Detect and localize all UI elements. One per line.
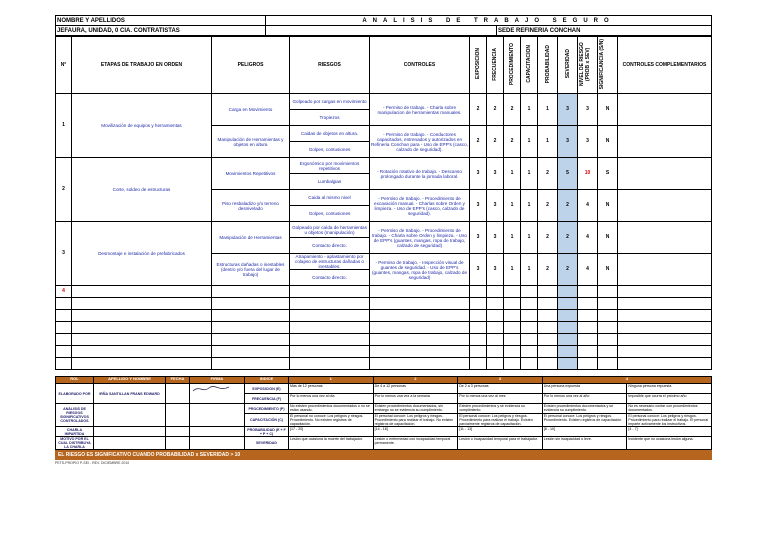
role-date-cell: [166, 437, 190, 450]
legend-header-cell: 4: [542, 377, 711, 384]
control-cell: - Permiso de trabajo. - Procedimiento de excavación manual. - Charlas sobre Orden y limpieza. - Uso de EPP's (casco, calzado de seguridad).: [370, 190, 470, 222]
criteria-cell: Por lo menos una vez al día: [289, 394, 374, 404]
blank-cell: [504, 334, 521, 346]
blank-cell: [558, 322, 578, 334]
score-cell: 1: [521, 158, 538, 190]
blank-cell: [521, 310, 538, 322]
blank-cell: [598, 310, 618, 322]
blank-cell: [538, 322, 558, 334]
criteria-cell: Lesión sin incapacidad o leve.: [542, 437, 627, 450]
score-cell: N: [598, 126, 618, 158]
criteria-cell: Incidente que no ocasiona lesión alguna.: [627, 437, 712, 450]
score-cell: N: [598, 222, 618, 254]
blank-cell: [212, 334, 290, 346]
blank-cell: [504, 346, 521, 358]
control-cell: - Permiso de trabajo. - Charla sobre manipulacion de herramientas manuales.: [370, 94, 470, 126]
score-cell: 1: [504, 158, 521, 190]
score-cell: 3: [558, 94, 578, 126]
hazard-cell: Manipulación de Herramientas y objetos en altura: [212, 126, 290, 158]
stage-number: 3: [56, 222, 72, 286]
row-number: 4: [56, 286, 72, 298]
col-frequency: FRECUENCIA: [487, 37, 504, 94]
name-label: NOMBRE Y APELLIDOS: [56, 16, 266, 26]
table-row: [56, 222, 712, 238]
blank-cell: [618, 298, 712, 310]
col-procedure: PROCEDIMIENTO: [504, 37, 521, 94]
score-cell: 3: [558, 126, 578, 158]
score-cell: 1: [504, 190, 521, 222]
blank-cell: [504, 358, 521, 370]
legend-header-cell: INDICE: [245, 377, 289, 384]
page-title: ANALISIS DE TRABAJO SEGURO: [266, 16, 712, 26]
criteria-cell: Existen procedimientos documentados, sin embargo no se evidencia su cumplimiento.: [373, 404, 458, 414]
risk-cell: Golpeado por cargas en movimiento: [290, 94, 370, 110]
criteria-cell: [17 - 20]: [289, 427, 374, 437]
criteria-cell: El personal conoce: Los peligros y riesgos. Procedimiento para realizar el trabajo. El personal imparte activamente los instructivos.: [627, 414, 712, 427]
score-cell: 2: [487, 94, 504, 126]
blank-cell: [212, 310, 290, 322]
risk-cell: Contacto directo.: [290, 270, 370, 286]
blank-cell: [618, 310, 712, 322]
score-cell: 3: [470, 254, 487, 286]
blank-cell: [521, 334, 538, 346]
criteria-cell: El personal conoce: Los peligros y riesgos. Procedimiento para realizar el trabajo. No existen registros de capacitación.: [373, 414, 458, 427]
col-n: N°: [56, 37, 72, 94]
criteria-cell: [8 - 10]: [542, 427, 627, 437]
score-cell: 2: [538, 158, 558, 190]
blank-cell: [487, 334, 504, 346]
criteria-cell: Imposible que ocurra el próximo año: [627, 394, 712, 404]
role-date-cell: [166, 384, 190, 404]
empty-rows: [56, 298, 712, 370]
score-cell: 3: [578, 126, 598, 158]
col-hazards: PELIGROS: [212, 37, 290, 94]
signature-cell: [190, 384, 245, 404]
score-cell: 10: [578, 158, 598, 190]
blank-cell: [290, 322, 370, 334]
score-cell: 2: [504, 126, 521, 158]
blank-cell: [487, 322, 504, 334]
blank-cell: [618, 346, 712, 358]
blank-cell: [370, 334, 470, 346]
hazard-cell: Estructuras dañadas o inestables (dentro y/o fuera del lugar de trabajo): [212, 254, 290, 286]
extra-control-cell: [618, 254, 712, 286]
col-risks: RIESGOS: [290, 37, 370, 94]
score-cell: 2: [558, 254, 578, 286]
blank-cell: [558, 346, 578, 358]
stage-name: Corte, soldeo de estructuras: [72, 158, 212, 222]
criteria-cell: El personal conoce: Los peligros y riesgos. Procedimiento para realizar el trabajo. Existen parcialmente registros de capacitación.: [458, 414, 543, 427]
extra-control-cell: [618, 94, 712, 126]
score-cell: N: [598, 254, 618, 286]
blank-cell: [212, 358, 290, 370]
criteria-cell: El personal conoce: Los peligros y riesgos. Procedimiento. Existen registros de capacitación.: [542, 414, 627, 427]
table-row: [56, 94, 712, 110]
legend-header-cell: FIRMA: [190, 377, 245, 384]
col-extra-controls: CONTROLES COMPLEMENTARIOS: [618, 37, 712, 94]
hazard-cell: Piso resbaladizo y/o terreno desnivelado: [212, 190, 290, 222]
criteria-cell: Por lo menos una vez al mes: [458, 394, 543, 404]
col-training: CAPACITACION: [521, 37, 538, 94]
stage-number: 1: [56, 94, 72, 158]
score-cell: 4: [578, 222, 598, 254]
blank-cell: [56, 334, 72, 346]
score-cell: 1: [538, 94, 558, 126]
criteria-cell: Ninguna persona expuesta: [627, 384, 712, 394]
criteria-cell: Existen procedimientos y se evidencia su cumplimiento.: [458, 404, 543, 414]
criteria-cell: Más de 12 personas: [289, 384, 374, 394]
criteria-cell: De 2 a 3 personas: [458, 384, 543, 394]
blank-cell: [290, 310, 370, 322]
control-cell: - Permiso de trabajo. - Inspección visual de guantes de seguridad. - Uso de EPP's (guantes, mangas, ropa de trabajo, calzado de seguridad): [370, 254, 470, 286]
role-date-cell: [166, 427, 190, 437]
table-row: [56, 346, 712, 358]
score-cell: 1: [521, 94, 538, 126]
signature-icon: [191, 384, 231, 394]
role-cell: MOTIVO POR EL CUAL DISTRIBUYA LA CHARLA: [56, 437, 94, 450]
score-cell: 3: [487, 222, 504, 254]
blank-cell: [212, 298, 290, 310]
criteria-cell: Lesión o enfermedad con incapacidad temporal permanente.: [373, 437, 458, 450]
blank-cell: [470, 346, 487, 358]
blank-cell: [56, 310, 72, 322]
stage-name: Movilización de equipos y herramientas: [72, 94, 212, 158]
legend-row: [56, 384, 712, 394]
score-cell: N: [598, 190, 618, 222]
blank-cell: [470, 310, 487, 322]
col-risk-level: NIVEL DE RIESGO (PROB x SEV): [578, 37, 598, 94]
col-controls: CONTROLES: [370, 37, 470, 94]
role-name-cell: [94, 404, 166, 427]
score-cell: 3: [487, 158, 504, 190]
signature-cell: [190, 404, 245, 427]
criteria-cell: Por lo menos una vez al año: [542, 394, 627, 404]
extra-control-cell: [618, 222, 712, 254]
risk-cell: Caidas de objetos en altura.: [290, 126, 370, 142]
risk-cell: Golpes, contusiones: [290, 206, 370, 222]
blank-cell: [370, 322, 470, 334]
score-cell: 3: [470, 222, 487, 254]
signature-cell: [190, 427, 245, 437]
score-cell: 2: [470, 94, 487, 126]
blank-cell: [598, 298, 618, 310]
blank-cell: [470, 322, 487, 334]
criteria-cell: De 4 a 12 personas: [373, 384, 458, 394]
blank-cell: [558, 298, 578, 310]
score-cell: 1: [521, 190, 538, 222]
blank-cell: [618, 358, 712, 370]
col-severity: SEVERIDAD: [558, 37, 578, 94]
col-significant: SIGNIFICANCIA (S/N): [598, 37, 618, 94]
score-cell: 1: [504, 254, 521, 286]
blank-cell: [521, 298, 538, 310]
criteria-cell: [11 - 13]: [458, 427, 543, 437]
legend-header: [56, 377, 712, 384]
blank-cell: [212, 346, 290, 358]
criteria-cell: No es necesario contar con procedimientos documentados.: [627, 404, 712, 414]
blank-cell: [470, 358, 487, 370]
stage-number: 2: [56, 158, 72, 222]
document-code: PETS-PROPIO P-SEI - REV. DICIEMBRE 2010: [55, 461, 130, 465]
blank-cell: [558, 310, 578, 322]
legend-header-cell: FECHA: [166, 377, 190, 384]
blank-cell: [72, 358, 212, 370]
score-cell: 3: [487, 190, 504, 222]
blank-cell: [504, 298, 521, 310]
signature-cell: [190, 437, 245, 450]
blank-cell: [56, 322, 72, 334]
legend-table: [55, 376, 712, 450]
score-cell: 3: [487, 254, 504, 286]
role-name-cell: [94, 437, 166, 450]
blank-cell: [290, 298, 370, 310]
table-row: [56, 322, 712, 334]
blank-cell: [370, 358, 470, 370]
score-cell: 3: [470, 158, 487, 190]
control-cell: - Permiso de trabajo. - Conductores capacitados, entrenados y autorizados en Refineria Conchan para - Uso de EPP's (casco, calzado de seguridad).: [370, 126, 470, 158]
criteria-cell: No existen procedimientos documentados o no se están usando.: [289, 404, 374, 414]
criteria-cell: El personal no conoce: Los peligros y riesgos. Procedimiento. No existen registros de capacitación.: [289, 414, 374, 427]
hazard-cell: Manipulación de Herramientas: [212, 222, 290, 254]
blank-cell: [370, 346, 470, 358]
table-row: [56, 286, 712, 298]
score-cell: 1: [521, 126, 538, 158]
criteria-label: PROCEDIMIENTO (P): [245, 404, 289, 414]
blank-cell: [470, 298, 487, 310]
role-cell: CHARLA IMPARTIDA: [56, 427, 94, 437]
risk-table: [55, 36, 712, 370]
blank-cell: [538, 358, 558, 370]
blank-cell: [56, 358, 72, 370]
stage-name: Desmontaje e instalación de prefabricados: [72, 222, 212, 286]
blank-cell: [598, 334, 618, 346]
criteria-label: SEVERIDAD: [245, 437, 289, 450]
blank-cell: [290, 358, 370, 370]
criteria-label: CAPACITACIÓN (C): [245, 414, 289, 427]
score-cell: 2: [538, 222, 558, 254]
extra-control-cell: [618, 158, 712, 190]
blank-cell: [598, 346, 618, 358]
role-name-cell: [94, 427, 166, 437]
criteria-label: EXPOSICION (E): [245, 384, 289, 394]
score-cell: 4: [578, 190, 598, 222]
blank-cell: [504, 310, 521, 322]
hazard-cell: Carga en Movimiento: [212, 94, 290, 126]
col-probability: PROBABILIDAD: [538, 37, 558, 94]
score-cell: 2: [558, 190, 578, 222]
blank-cell: [72, 310, 212, 322]
risk-cell: Lumbalgias: [290, 174, 370, 190]
legend-row: [56, 437, 712, 450]
criteria-cell: [4 - 7]: [627, 427, 712, 437]
criteria-cell: Lesión o incapacidad temporal para el trabajador.: [458, 437, 543, 450]
blank-cell: [72, 322, 212, 334]
risk-cell: Atrapamiento - aplastamiento por colapso de estructuras dañadas o inestables.: [290, 254, 370, 270]
legend-header-cell: 3: [458, 377, 543, 384]
criteria-cell: Una persona expuesta: [542, 384, 627, 394]
role-cell: ELABORADO POR: [56, 384, 94, 404]
role-date-cell: [166, 404, 190, 427]
extra-control-cell: [618, 190, 712, 222]
risk-cell: Contacto directo.: [290, 238, 370, 254]
blank-cell: [538, 298, 558, 310]
score-cell: 1: [521, 254, 538, 286]
role-cell: ANÁLISIS DE RIESGOS SIGNIFICATIVOS CONTROLADOS: [56, 404, 94, 427]
table-row: [56, 358, 712, 370]
blank-cell: [578, 346, 598, 358]
blank-cell: [487, 298, 504, 310]
col-exposure: EXPOSICION: [470, 37, 487, 94]
header-table: [55, 15, 712, 36]
table-row: [56, 310, 712, 322]
legend-row: [56, 427, 712, 437]
legend-row: [56, 404, 712, 414]
risk-cell: Tropiezos: [290, 110, 370, 126]
score-cell: 2: [538, 190, 558, 222]
score-cell: 2: [487, 126, 504, 158]
criteria-label: PROBABILIDAD (E + F + P + C): [245, 427, 289, 437]
extra-control-cell: [618, 126, 712, 158]
blank-cell: [487, 358, 504, 370]
stage-rows: [56, 94, 712, 286]
blank-cell: [212, 322, 290, 334]
blank-cell: [558, 358, 578, 370]
unit-label: JEFAURA, UNIDAD, 0 CIA. CONTRATISTAS: [56, 26, 266, 36]
blank-cell: [538, 334, 558, 346]
score-cell: 3: [578, 94, 598, 126]
blank-cell: [538, 310, 558, 322]
score-cell: 2: [558, 222, 578, 254]
score-cell: 2: [504, 94, 521, 126]
blank-cell: [578, 298, 598, 310]
legend-header-cell: 1: [289, 377, 374, 384]
hazard-cell: Movimientos Repetitivos: [212, 158, 290, 190]
score-cell: 1: [538, 126, 558, 158]
blank-cell: [72, 334, 212, 346]
score-cell: 2: [470, 126, 487, 158]
control-cell: - Permiso de trabajo. - Procedimiento de trabajo. - Charla sobre Orden y limpieza. - Uso de EPP's (guantes, mangas, ropa de trabajo, calzado de seguridad): [370, 222, 470, 254]
blank-cell: [370, 310, 470, 322]
criteria-cell: [14 - 16]: [373, 427, 458, 437]
blank-cell: [558, 334, 578, 346]
criteria-cell: Lesión que ocasiona la muerte del trabajador.: [289, 437, 374, 450]
site-label: SEDE REFINERIA CONCHAN: [497, 26, 712, 36]
score-cell: 1: [521, 222, 538, 254]
score-cell: 1: [504, 222, 521, 254]
score-cell: N: [598, 94, 618, 126]
control-cell: - Rotación rotativo de trabajo. - Descanso prolongado durante la jornada laboral.: [370, 158, 470, 190]
score-cell: 2: [538, 254, 558, 286]
blank-cell: [72, 346, 212, 358]
blank-cell: [521, 358, 538, 370]
score-cell: 3: [470, 190, 487, 222]
col-stages: ETAPAS DE TRABAJO EN ORDEN: [72, 37, 212, 94]
blank-cell: [56, 298, 72, 310]
blank-cell: [578, 310, 598, 322]
blank-cell: [578, 322, 598, 334]
score-cell: 5: [558, 158, 578, 190]
blank-cell: [578, 358, 598, 370]
role-name-cell: IRÑA SANTILLAN FRANS EDWARD: [94, 384, 166, 404]
blank-cell: [290, 334, 370, 346]
significance-banner: EL RIESGO ES SIGNIFICATIVO CUANDO PROBABILIDAD x SEVERIDAD > 10: [55, 450, 712, 460]
blank-cell: [578, 334, 598, 346]
risk-cell: Caida al mismo nivel: [290, 190, 370, 206]
blank-cell: [487, 310, 504, 322]
criteria-label: FRECUENCIA (F): [245, 394, 289, 404]
blank-cell: [538, 346, 558, 358]
score-cell: S: [598, 158, 618, 190]
risk-cell: Golpeado por caída de herramientas u objetos (manipulación): [290, 222, 370, 238]
legend-header-cell: 2: [373, 377, 458, 384]
blank-cell: [470, 334, 487, 346]
blank-cell: [521, 322, 538, 334]
blank-cell: [72, 298, 212, 310]
blank-cell: [521, 346, 538, 358]
blank-cell: [290, 346, 370, 358]
blank-cell: [618, 334, 712, 346]
blank-cell: [56, 346, 72, 358]
blank-cell: [370, 298, 470, 310]
score-cell: 4: [578, 254, 598, 286]
blank-cell: [598, 322, 618, 334]
criteria-cell: Existen procedimientos documentados y se evidencia su cumplimiento.: [542, 404, 627, 414]
table-row: [56, 298, 712, 310]
risk-cell: Golpes, contusiones: [290, 142, 370, 158]
table-row: [56, 334, 712, 346]
legend-header-cell: ROL: [56, 377, 94, 384]
blank-cell: [504, 322, 521, 334]
blank-cell: [618, 322, 712, 334]
risk-cell: Ergonómico por movimientos repetitivos: [290, 158, 370, 174]
blank-cell: [487, 346, 504, 358]
ats-sheet: [55, 15, 712, 465]
table-row: [56, 158, 712, 174]
criteria-cell: Por lo menos una vez a la semana: [373, 394, 458, 404]
blank-cell: [598, 358, 618, 370]
legend-header-cell: APELLIDO Y NOMBRE: [94, 377, 166, 384]
